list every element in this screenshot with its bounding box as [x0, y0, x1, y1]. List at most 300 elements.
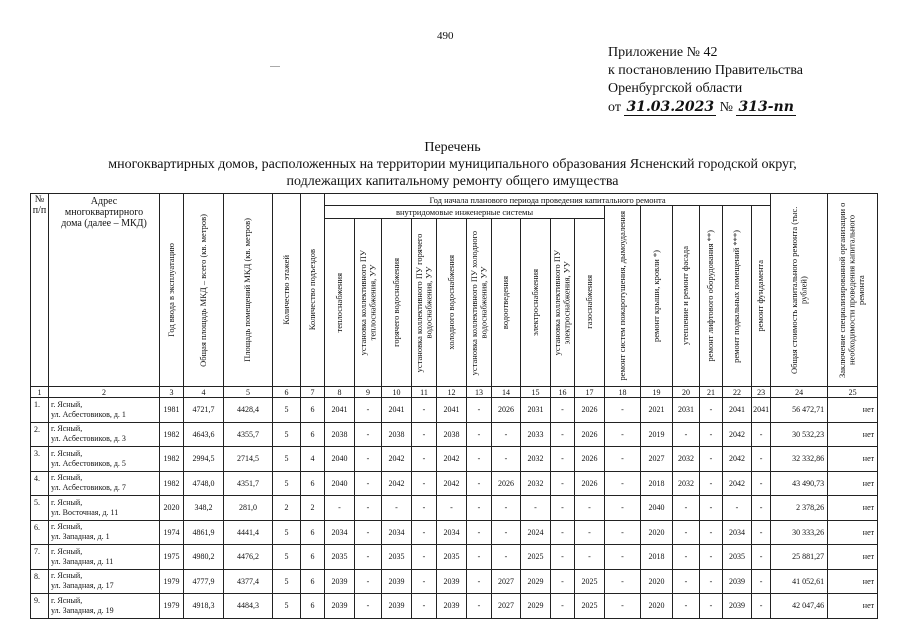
row-cell: -: [605, 398, 641, 423]
row-cell: -: [605, 569, 641, 594]
row-cell: 2041: [382, 398, 412, 423]
row-cell: 2025: [575, 569, 605, 594]
header-hot-water-meter: установка коллективного ПУ горячего водоснабжения, УУ: [412, 218, 437, 386]
address-street: ул. Западная, д. 1: [51, 532, 110, 542]
row-cell: 2039: [437, 594, 467, 619]
row-cell: -: [467, 398, 492, 423]
row-cell: 2032: [521, 447, 551, 472]
document-subtitle-1: многоквартирных домов, расположенных на территории муниципального образования Ясненский городской округ,: [108, 157, 797, 172]
row-cell: нет: [828, 594, 878, 619]
address-city: г. Ясный,: [51, 448, 83, 458]
row-cell: -: [492, 496, 521, 521]
page-number: 490: [437, 30, 454, 42]
row-address: [49, 447, 160, 472]
row-cell: 2039: [437, 569, 467, 594]
row-cell: -: [467, 594, 492, 619]
table-row: [31, 520, 878, 545]
row-cell: 2039: [382, 594, 412, 619]
row-number: 7.: [31, 545, 49, 570]
row-cell: 2041: [752, 398, 771, 423]
row-cell: 4: [301, 447, 325, 472]
row-cell: 6: [301, 471, 325, 496]
row-cell: -: [673, 422, 700, 447]
row-cell: -: [551, 447, 575, 472]
row-address: [49, 496, 160, 521]
table-row: [31, 569, 878, 594]
row-cell: 2031: [521, 398, 551, 423]
row-cell: -: [382, 496, 412, 521]
row-cell: -: [467, 569, 492, 594]
row-cell: -: [551, 422, 575, 447]
row-cell: 2034: [437, 520, 467, 545]
row-cell: 2020: [160, 496, 184, 521]
row-cell: 2994,5: [184, 447, 224, 472]
row-cell: 2040: [325, 471, 355, 496]
column-number: 11: [412, 387, 437, 398]
column-number: 18: [605, 387, 641, 398]
row-cell: -: [605, 496, 641, 521]
row-cell: нет: [828, 422, 878, 447]
row-cell: 2039: [325, 569, 355, 594]
row-cell: 5: [273, 569, 301, 594]
row-cell: -: [673, 520, 700, 545]
row-cell: 2026: [492, 398, 521, 423]
row-cell: -: [700, 520, 723, 545]
column-number: 14: [492, 387, 521, 398]
row-cell: -: [551, 569, 575, 594]
row-cell: -: [752, 422, 771, 447]
column-numbers-row: [31, 387, 878, 398]
row-cell: -: [551, 545, 575, 570]
row-cell: 2042: [723, 422, 752, 447]
row-cell: 4861,9: [184, 520, 224, 545]
row-cell: -: [412, 594, 437, 619]
row-cell: 2021: [641, 398, 673, 423]
column-number: 13: [467, 387, 492, 398]
row-cell: 2039: [723, 569, 752, 594]
row-cell: 4428,4: [224, 398, 273, 423]
row-cell: 5: [273, 594, 301, 619]
row-cell: нет: [828, 545, 878, 570]
row-cell: 2019: [641, 422, 673, 447]
row-cell: 32 332,86: [771, 447, 828, 472]
row-cell: 2041: [325, 398, 355, 423]
row-cell: 4484,3: [224, 594, 273, 619]
row-cell: -: [551, 471, 575, 496]
row-cell: 2034: [723, 520, 752, 545]
row-cell: 2035: [382, 545, 412, 570]
column-number: 19: [641, 387, 673, 398]
row-cell: 2027: [641, 447, 673, 472]
row-cell: 2714,5: [224, 447, 273, 472]
row-cell: -: [575, 545, 605, 570]
header-cold-water: холодного водоснабжения: [437, 218, 467, 386]
header-heating-meter: установка коллективного ПУ теплоснабжения, УУ: [355, 218, 382, 386]
row-cell: 42 047,46: [771, 594, 828, 619]
address-street: ул. Асбестовиков, д. 7: [51, 483, 126, 493]
row-cell: нет: [828, 398, 878, 423]
header-basement: ремонт подвальных помещений ***): [723, 206, 752, 387]
table-row: [31, 447, 878, 472]
header-electricity-meter: установка коллективного ПУ электроснабжения, УУ: [551, 218, 575, 386]
row-cell: 2026: [575, 398, 605, 423]
row-cell: -: [551, 398, 575, 423]
column-number: 1: [31, 387, 49, 398]
row-cell: 5: [273, 422, 301, 447]
row-number: 3.: [31, 447, 49, 472]
row-address: [49, 594, 160, 619]
table-row: [31, 398, 878, 423]
row-cell: -: [437, 496, 467, 521]
header-electricity: электроснабжения: [521, 218, 551, 386]
column-number: 21: [700, 387, 723, 398]
row-address: [49, 398, 160, 423]
row-cell: 25 881,27: [771, 545, 828, 570]
row-number: 8.: [31, 569, 49, 594]
row-cell: 2042: [723, 471, 752, 496]
column-number: 17: [575, 387, 605, 398]
row-cell: -: [467, 520, 492, 545]
header-drainage: водоотведения: [492, 218, 521, 386]
row-cell: 2027: [492, 569, 521, 594]
row-cell: -: [673, 545, 700, 570]
row-cell: 2032: [673, 471, 700, 496]
header-fire-systems: ремонт систем пожаротушения, дымоудаления: [605, 206, 641, 387]
row-cell: 2035: [723, 545, 752, 570]
address-street: ул. Асбестовиков, д. 3: [51, 434, 126, 444]
row-cell: 2 378,26: [771, 496, 828, 521]
row-cell: -: [355, 569, 382, 594]
column-number: 9: [355, 387, 382, 398]
row-cell: 2020: [641, 520, 673, 545]
row-cell: -: [412, 520, 437, 545]
column-number: 3: [160, 387, 184, 398]
column-number: 6: [273, 387, 301, 398]
row-cell: 2033: [521, 422, 551, 447]
row-cell: -: [355, 520, 382, 545]
row-cell: 6: [301, 520, 325, 545]
decorative-mark: [270, 66, 280, 67]
row-cell: -: [521, 496, 551, 521]
row-cell: 1979: [160, 594, 184, 619]
column-number: 16: [551, 387, 575, 398]
appendix-number-sign: №: [719, 100, 733, 115]
row-cell: -: [467, 447, 492, 472]
header-elevator: ремонт лифтового оборудования **): [700, 206, 723, 387]
appendix-date: 31.03.2023: [626, 99, 715, 115]
appendix-from: от: [608, 100, 621, 115]
row-cell: -: [605, 520, 641, 545]
column-number: 23: [752, 387, 771, 398]
row-address: [49, 520, 160, 545]
header-floors: Количество этажей: [273, 194, 301, 387]
column-number: 4: [184, 387, 224, 398]
appendix-line-1: Приложение № 42: [608, 45, 718, 60]
row-cell: -: [412, 569, 437, 594]
row-cell: 2025: [521, 545, 551, 570]
row-cell: -: [355, 471, 382, 496]
row-cell: -: [700, 545, 723, 570]
row-address: [49, 545, 160, 570]
row-cell: -: [752, 471, 771, 496]
row-cell: -: [467, 545, 492, 570]
row-cell: нет: [828, 496, 878, 521]
header-facade: утепление и ремонт фасада: [673, 206, 700, 387]
row-number: 5.: [31, 496, 49, 521]
row-cell: нет: [828, 520, 878, 545]
row-cell: -: [752, 447, 771, 472]
row-cell: -: [673, 496, 700, 521]
address-city: г. Ясный,: [51, 522, 83, 532]
column-number: 15: [521, 387, 551, 398]
row-cell: 4476,2: [224, 545, 273, 570]
row-cell: -: [700, 594, 723, 619]
row-cell: -: [492, 520, 521, 545]
row-cell: -: [355, 422, 382, 447]
row-cell: 30 532,23: [771, 422, 828, 447]
row-cell: 2034: [382, 520, 412, 545]
row-cell: 2026: [575, 422, 605, 447]
row-cell: 1974: [160, 520, 184, 545]
appendix-number: 313-пп: [738, 99, 794, 115]
row-address: [49, 471, 160, 496]
row-cell: 6: [301, 422, 325, 447]
row-number: 4.: [31, 471, 49, 496]
row-cell: -: [700, 471, 723, 496]
address-city: г. Ясный,: [51, 546, 83, 556]
column-number: 8: [325, 387, 355, 398]
row-cell: 2024: [521, 520, 551, 545]
row-cell: 2038: [325, 422, 355, 447]
header-roof: ремонт крыши, кровли *): [641, 206, 673, 387]
row-cell: 2039: [382, 569, 412, 594]
row-cell: -: [355, 447, 382, 472]
header-address: Адрес многоквартирного дома (далее – МКД): [49, 194, 160, 387]
row-cell: -: [605, 471, 641, 496]
column-number: 10: [382, 387, 412, 398]
row-cell: -: [673, 569, 700, 594]
document-subtitle-2: подлежащих капитальному ремонту общего имущества: [286, 174, 619, 189]
row-cell: -: [355, 398, 382, 423]
header-hot-water: горячего водоснабжения: [382, 218, 412, 386]
row-cell: -: [605, 545, 641, 570]
row-cell: 2042: [723, 447, 752, 472]
row-cell: 6: [301, 398, 325, 423]
row-number: 9.: [31, 594, 49, 619]
row-cell: 2018: [641, 545, 673, 570]
address-city: г. Ясный,: [51, 473, 83, 483]
address-city: г. Ясный,: [51, 595, 83, 605]
row-cell: -: [605, 594, 641, 619]
row-cell: 2031: [673, 398, 700, 423]
address-city: г. Ясный,: [51, 424, 83, 434]
address-street: ул. Асбестовиков, д. 5: [51, 458, 126, 468]
row-cell: -: [752, 569, 771, 594]
row-cell: 2026: [492, 471, 521, 496]
row-cell: 348,2: [184, 496, 224, 521]
row-cell: -: [467, 471, 492, 496]
address-city: г. Ясный,: [51, 497, 83, 507]
row-number: 1.: [31, 398, 49, 423]
row-cell: нет: [828, 447, 878, 472]
row-cell: -: [700, 569, 723, 594]
buildings-table: [30, 193, 878, 619]
row-cell: -: [467, 496, 492, 521]
row-cell: -: [752, 594, 771, 619]
address-street: ул. Асбестовиков, д. 1: [51, 409, 126, 419]
row-cell: -: [605, 447, 641, 472]
row-cell: 43 490,73: [771, 471, 828, 496]
row-address: [49, 422, 160, 447]
row-cell: 4918,3: [184, 594, 224, 619]
row-cell: 6: [301, 594, 325, 619]
row-cell: 2042: [382, 447, 412, 472]
row-cell: 2042: [437, 471, 467, 496]
row-cell: -: [412, 471, 437, 496]
row-cell: -: [551, 520, 575, 545]
row-cell: -: [412, 545, 437, 570]
header-year: Год ввода в эксплуатацию: [160, 194, 184, 387]
row-cell: -: [551, 496, 575, 521]
row-cell: -: [700, 398, 723, 423]
header-conclusion: Заключение специализированной организации о необходимости проведения капитального ремонта: [828, 194, 878, 387]
row-cell: 6: [301, 569, 325, 594]
row-address: [49, 569, 160, 594]
row-cell: -: [492, 447, 521, 472]
appendix-line-3: Оренбургской области: [608, 81, 743, 96]
row-cell: 2041: [437, 398, 467, 423]
row-cell: 2042: [437, 447, 467, 472]
row-cell: -: [412, 496, 437, 521]
row-cell: 2034: [325, 520, 355, 545]
address-city: г. Ясный,: [51, 571, 83, 581]
appendix-block: [608, 44, 803, 117]
row-cell: 281,0: [224, 496, 273, 521]
header-entrances: Количество подъездов: [301, 194, 325, 387]
row-cell: -: [752, 545, 771, 570]
header-foundation: ремонт фундамента: [752, 206, 771, 387]
row-cell: -: [412, 447, 437, 472]
row-cell: 2035: [325, 545, 355, 570]
appendix-line-2: к постановлению Правительства: [608, 63, 804, 78]
row-cell: 2035: [437, 545, 467, 570]
row-cell: 2027: [492, 594, 521, 619]
row-cell: 4643,6: [184, 422, 224, 447]
row-cell: -: [492, 422, 521, 447]
row-cell: 2029: [521, 569, 551, 594]
row-cell: 1981: [160, 398, 184, 423]
header-total-area: Общая площадь МКД – всего (кв. метров): [184, 194, 224, 387]
row-number: 2.: [31, 422, 49, 447]
row-cell: -: [700, 422, 723, 447]
row-cell: 5: [273, 398, 301, 423]
row-cell: 1982: [160, 471, 184, 496]
row-cell: 2032: [521, 471, 551, 496]
header-total-cost: Общая стоимость капитального ремонта (тыс. рублей): [771, 194, 828, 387]
row-cell: 1982: [160, 447, 184, 472]
row-cell: 2042: [382, 471, 412, 496]
row-cell: 5: [273, 520, 301, 545]
row-cell: 2041: [723, 398, 752, 423]
row-cell: 2032: [673, 447, 700, 472]
row-cell: 2020: [641, 569, 673, 594]
row-cell: 1979: [160, 569, 184, 594]
column-number: 2: [49, 387, 160, 398]
row-cell: 2026: [575, 471, 605, 496]
table-body: [31, 398, 878, 619]
row-cell: 2040: [325, 447, 355, 472]
row-cell: 2038: [437, 422, 467, 447]
document-title: Перечень: [424, 140, 481, 155]
row-cell: 5: [273, 447, 301, 472]
address-street: ул. Восточная, д. 11: [51, 507, 119, 517]
row-cell: 4351,7: [224, 471, 273, 496]
row-cell: 4777,9: [184, 569, 224, 594]
row-cell: -: [575, 496, 605, 521]
column-number: 24: [771, 387, 828, 398]
row-cell: 2040: [641, 496, 673, 521]
row-cell: 5: [273, 545, 301, 570]
row-cell: -: [355, 545, 382, 570]
row-cell: 2: [301, 496, 325, 521]
row-cell: -: [700, 496, 723, 521]
row-cell: 2038: [382, 422, 412, 447]
row-cell: -: [723, 496, 752, 521]
row-cell: -: [673, 594, 700, 619]
header-period-group: Год начала планового периода проведения капитального ремонта: [325, 194, 771, 206]
row-cell: -: [355, 496, 382, 521]
row-cell: нет: [828, 569, 878, 594]
row-cell: 2018: [641, 471, 673, 496]
column-number: 5: [224, 387, 273, 398]
header-premises-area: Площадь помещений МКД (кв. метров): [224, 194, 273, 387]
row-cell: 2039: [325, 594, 355, 619]
header-engineering-group: внутридомовые инженерные системы: [325, 206, 605, 219]
column-number: 7: [301, 387, 325, 398]
row-cell: -: [752, 496, 771, 521]
row-cell: 4377,4: [224, 569, 273, 594]
row-cell: -: [492, 545, 521, 570]
header-cold-water-meter: установка коллективного ПУ холодного водоснабжения, УУ: [467, 218, 492, 386]
row-cell: 56 472,71: [771, 398, 828, 423]
row-cell: 2: [273, 496, 301, 521]
row-cell: 2026: [575, 447, 605, 472]
row-cell: 1982: [160, 422, 184, 447]
address-street: ул. Западная, д. 17: [51, 581, 114, 591]
row-cell: 2025: [575, 594, 605, 619]
row-cell: 4441,4: [224, 520, 273, 545]
header-gas: газоснабжения: [575, 218, 605, 386]
address-street: ул. Западная, д. 11: [51, 556, 114, 566]
row-cell: 4980,2: [184, 545, 224, 570]
row-cell: 5: [273, 471, 301, 496]
row-cell: -: [551, 594, 575, 619]
row-cell: -: [700, 447, 723, 472]
appendix-date-line: [608, 98, 803, 117]
column-number: 20: [673, 387, 700, 398]
row-cell: 2020: [641, 594, 673, 619]
row-cell: -: [467, 422, 492, 447]
table-row: [31, 471, 878, 496]
row-cell: -: [325, 496, 355, 521]
row-cell: -: [412, 398, 437, 423]
row-cell: -: [575, 520, 605, 545]
header-heating: теплоснабжения: [325, 218, 355, 386]
header-no: № п/п: [31, 194, 49, 387]
column-number: 12: [437, 387, 467, 398]
row-cell: 1975: [160, 545, 184, 570]
column-number: 22: [723, 387, 752, 398]
